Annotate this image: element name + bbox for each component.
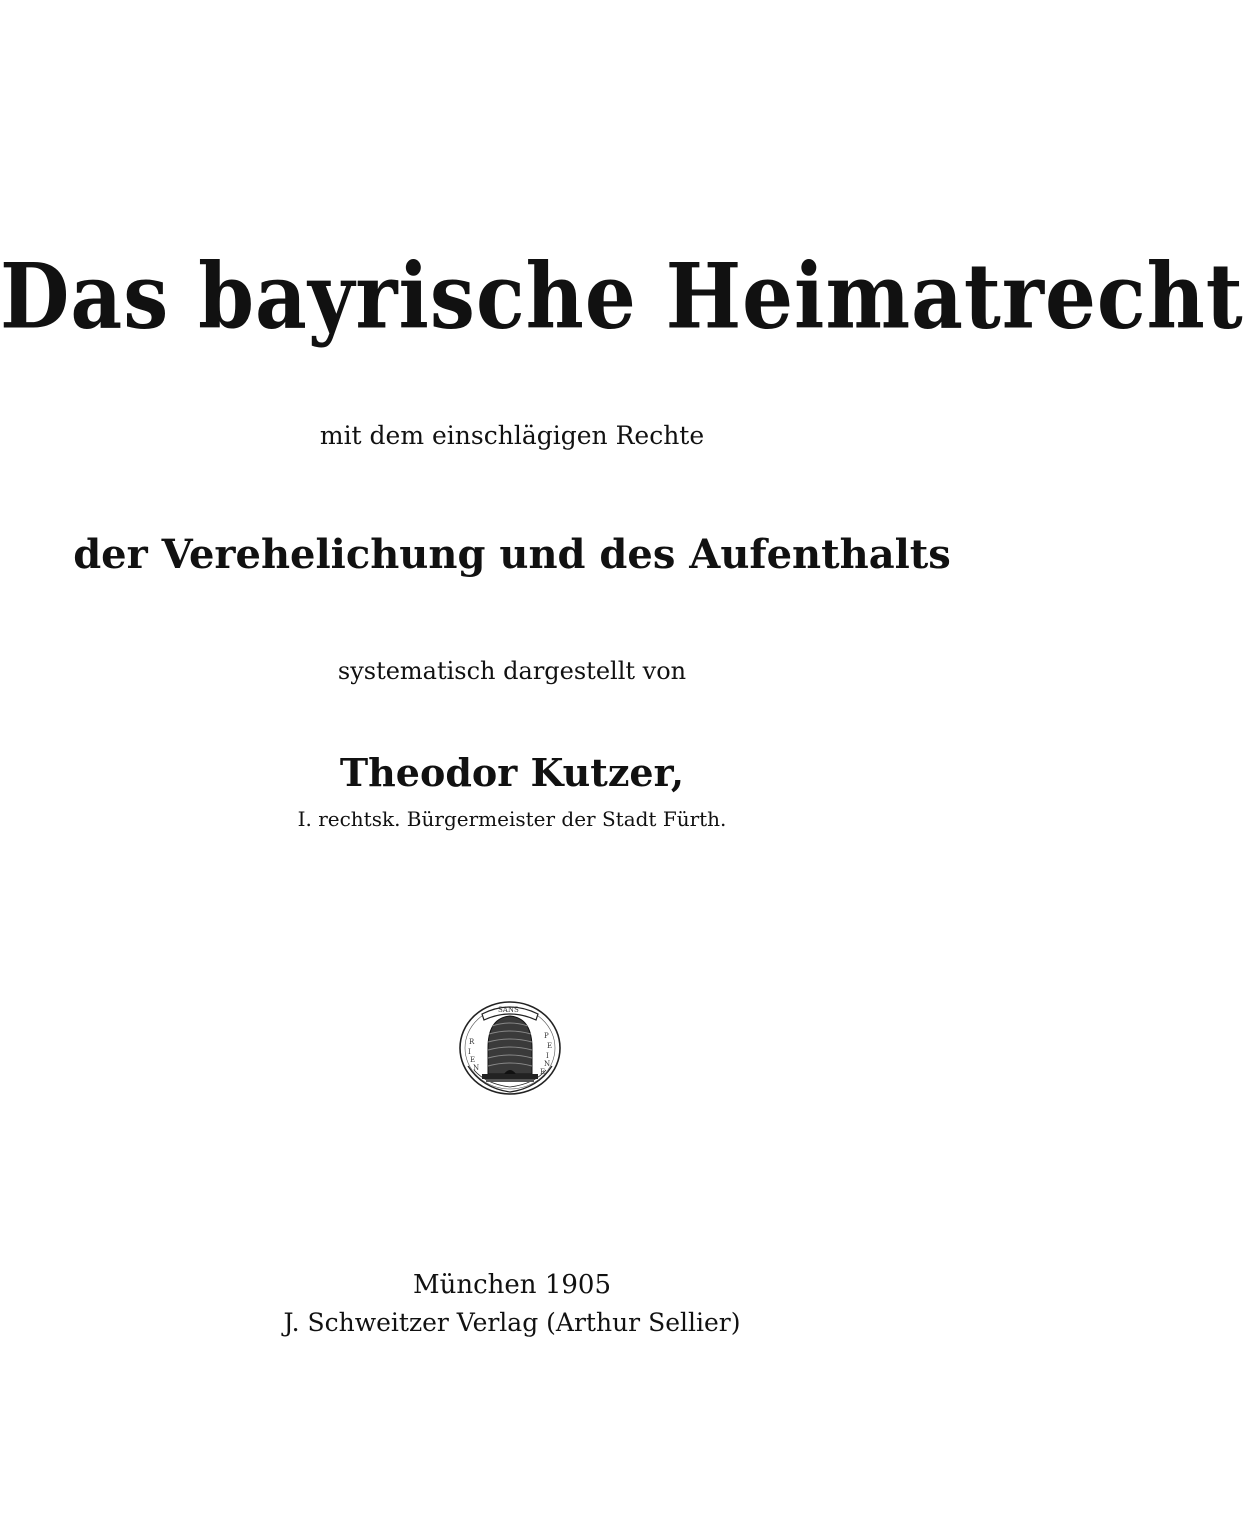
book-title: Das bayrische Heimatrecht [0,243,1244,349]
svg-text:SANS: SANS [498,1006,519,1014]
subtitle-line-1: mit dem einschlägigen Rechte [319,421,705,450]
byline: systematisch dargestellt von [337,657,687,685]
svg-text:I: I [468,1048,471,1056]
author-position: I. rechtsk. Bürgermeister der Stadt Fürth. [297,807,727,831]
svg-text:E: E [547,1042,553,1050]
svg-text:E: E [540,1068,546,1076]
publisher: J. Schweitzer Verlag (Arthur Sellier) [283,1308,741,1337]
beehive-emblem-icon [452,996,568,1100]
svg-text:R: R [469,1038,475,1046]
svg-text:N: N [473,1064,480,1072]
svg-text:I: I [546,1052,549,1060]
svg-text:P: P [544,1032,549,1040]
svg-text:N: N [544,1060,551,1068]
author-name: Theodor Kutzer, [339,750,685,795]
place-and-year: München 1905 [413,1270,611,1300]
svg-text:E: E [470,1056,476,1064]
subtitle-line-2: der Verehelichung und des Aufenthalts [73,531,951,578]
